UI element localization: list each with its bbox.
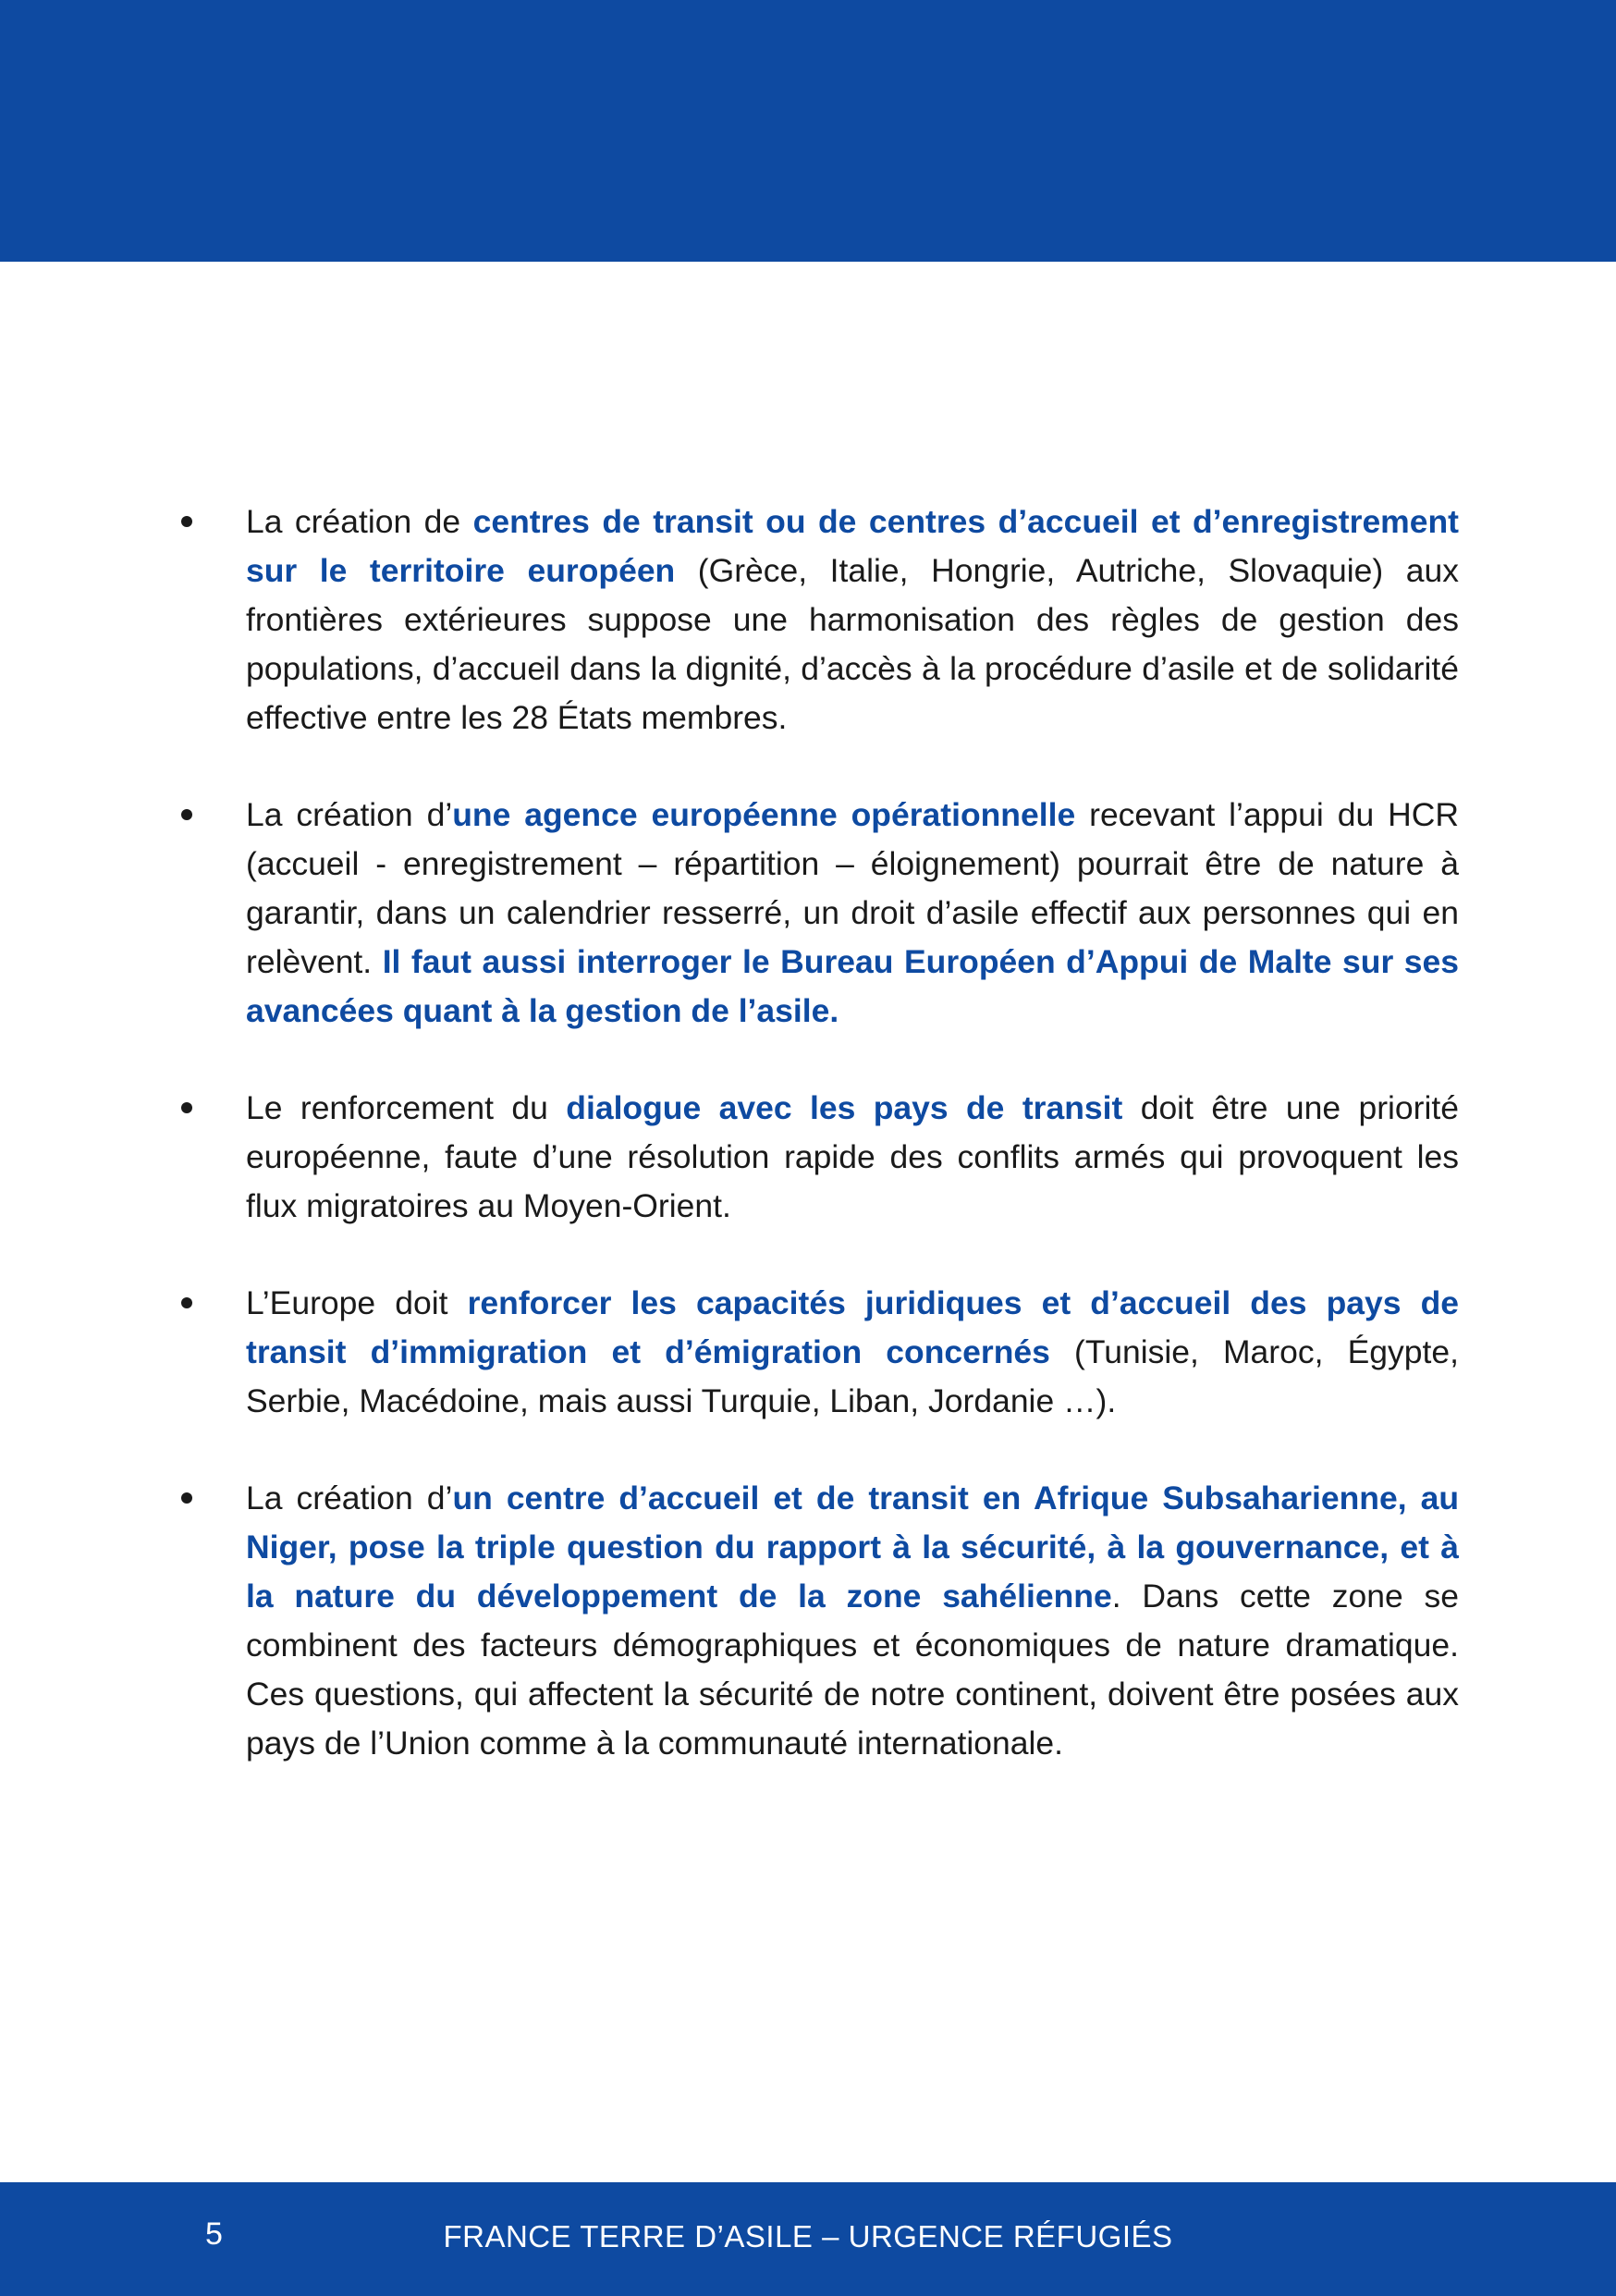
- highlighted-segment: un centre d’accueil et de transit en Afrique Subsaharienne, au Niger, pose la triple question du rapport à la sécurité, à la gouvernance, et à la nature du développement de la zone sahélienne: [246, 1480, 1459, 1615]
- bullet-text: [246, 1279, 1459, 1426]
- text-segment: (Grèce, Italie, Hongrie, Autriche, Slovaquie) aux frontières extérieures suppose une harmonisation des règles de gestion des populations, d’accueil dans la dignité, d’accès à la procédure d’asile et de solidarité effective entre les 28 États membres.: [246, 552, 1459, 736]
- bullet-text: [246, 497, 1459, 743]
- text-segment: . Dans cette zone se combinent des facteurs démographiques et économiques de nature dramatique. Ces questions, qui affectent la sécurité de notre continent, doivent être posées aux pays de l’Union comme à la communauté internationale.: [246, 1578, 1459, 1762]
- highlighted-segment: centres de transit ou de centres d’accueil et d’enregistrement sur le territoire européen: [246, 503, 1460, 589]
- list-item: [166, 1279, 1461, 1426]
- bullet-dot: [181, 809, 192, 820]
- bullet-dot: [181, 1492, 192, 1504]
- bullet-text: [246, 1474, 1459, 1768]
- text-segment: doit être une priorité européenne, faute d’une résolution rapide des conflits armés qui provoquent les flux migratoires au Moyen-Orient.: [246, 1089, 1459, 1224]
- highlighted-segment: une agence européenne opérationnelle: [452, 796, 1076, 833]
- text-segment: recevant l’appui du HCR (accueil - enregistrement – répartition – éloignement) pourrait être de nature à garantir, dans un calendrier resserré, un droit d’asile effectif aux personnes qui en relèvent.: [246, 796, 1460, 980]
- list-item: [166, 497, 1461, 743]
- text-segment: La création de: [246, 503, 473, 540]
- text-segment: (Tunisie, Maroc, Égypte, Serbie, Macédoine, mais aussi Turquie, Liban, Jordanie …).: [246, 1333, 1459, 1419]
- highlighted-segment: dialogue avec les pays de transit: [566, 1089, 1123, 1126]
- bullet-list: [166, 497, 1461, 1816]
- list-item: [166, 791, 1461, 1036]
- bullet-dot: [181, 1102, 192, 1113]
- text-segment: L’Europe doit: [246, 1284, 468, 1321]
- bullet-dot: [181, 1297, 192, 1308]
- list-item: [166, 1474, 1461, 1768]
- text-segment: Le renforcement du: [246, 1089, 567, 1126]
- bullet-text: [246, 1084, 1459, 1231]
- text-segment: La création d’: [246, 1480, 453, 1516]
- footer-title: FRANCE TERRE D’ASILE – URGENCE RÉFUGIÉS: [443, 2219, 1173, 2253]
- page-number: 5: [205, 2216, 223, 2252]
- highlighted-segment: Il faut aussi interroger le Bureau Européen d’Appui de Malte sur ses avancées quant à la gestion de l’asile.: [246, 943, 1460, 1029]
- header-band: [0, 0, 1616, 262]
- bullet-dot: [181, 516, 192, 527]
- text-segment: La création d’: [246, 796, 453, 833]
- highlighted-segment: renforcer les capacités juridiques et d’accueil des pays de transit d’immigration et d’émigration concernés: [246, 1284, 1459, 1370]
- bullet-text: [246, 791, 1459, 1036]
- list-item: [166, 1084, 1461, 1231]
